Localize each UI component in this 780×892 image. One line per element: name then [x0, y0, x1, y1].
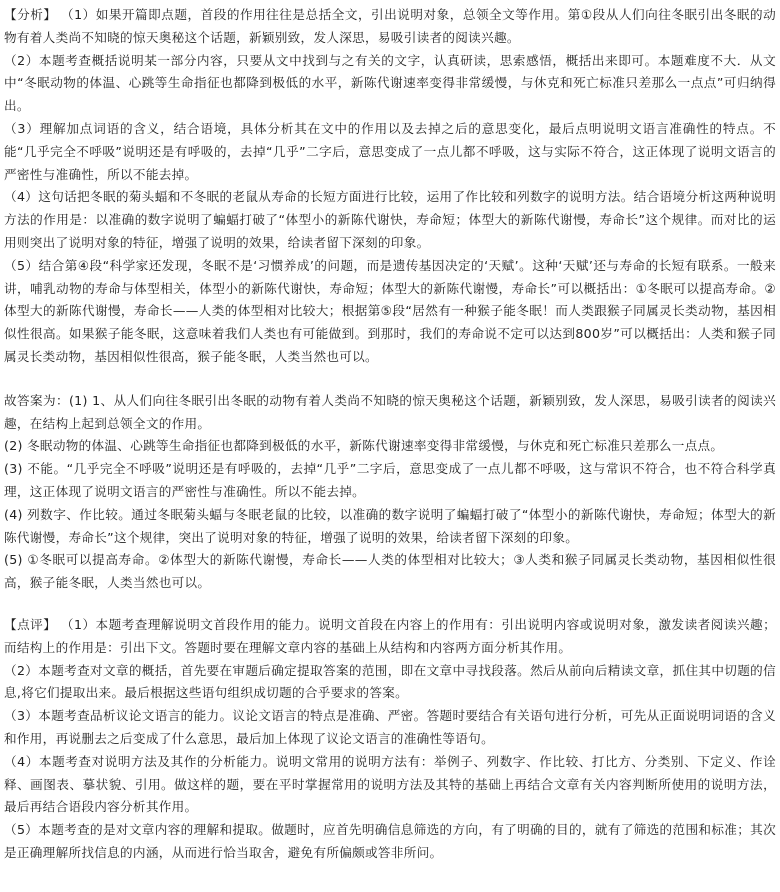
- commentary-paragraph-1: 【点评】 （1）本题考查理解说明文首段作用的能力。说明文首段在内容上的作用有：引出说明内容或说明对象，激发读者阅读兴趣；而结构上的作用是：引出下文。答题时要在理解文章内容的基础上从结构和内容两方面分析其作用。: [4, 616, 776, 655]
- answer-paragraph-1: 故答案为：(1) 1、从人们向往冬眠引出冬眠的动物有着人类尚不知晓的惊天奥秘这个话题，新颖别致，发人深思，易吸引读者的阅读兴趣，在结构上起到总领全文的作用。: [4, 392, 776, 431]
- commentary-paragraph-4: （4）本题考查对说明方法及其作的分析能力。说明文常用的说明方法有：举例子、列数字、作比较、打比方、分类别、下定义、作诠释、画图表、摹状貌、引用。做这样的题，要在平时掌握常用的说明方法及其特的基础上再结合文章有关内容判断所使用的说明方法，最后再结合语段内容分析其作用。: [4, 753, 776, 815]
- answer-paragraph-5: (5) ①冬眠可以提高寿命。②体型大的新陈代谢慢，寿命长——人类的体型相对比较大；③人类和猴子同属灵长类动物，基因相似性很高，猴子能冬眠，人类当然也可以。: [4, 552, 776, 591]
- analysis-paragraph-2: （2）本题考查概括说明某一部分内容，只要从文中找到与之有关的文字，认真研读，思索感悟，概括出来即可。本题难度不大．从文中“冬眠动物的体温、心跳等生命指征也都降到极低的水平，新陈代谢速率变得非常缓慢，与休克和死亡标准只差那么一点点”可归纳得出。: [4, 52, 776, 114]
- answer-paragraph-3: (3) 不能。“几乎完全不呼吸”说明还是有呼吸的，去掉“几乎”二字后，意思变成了一点儿都不呼吸，这与常识不符合，也不符合科学真理，这正体现了说明文语言的严密性与准确性。所以不能去掉。: [4, 461, 776, 499]
- analysis-paragraph-1: 【分析】 （1）如果开篇即点题，首段的作用往往是总括全文，引出说明对象，总领全文等作用。第①段从人们向往冬眠引出冬眠的动物有着人类尚不知晓的惊天奥秘这个话题，新颖别致，发人深思，易吸引读者的阅读兴趣。: [4, 7, 776, 45]
- analysis-paragraph-5: （5）结合第④段“科学家还发现，冬眠不是‘习惯养成’的问题，而是遗传基因决定的‘天赋’。这种‘天赋’还与寿命的长短有联系。一般来讲，哺乳动物的寿命与体型相关，体型小的新陈代谢快，寿命短；体型大的新陈代谢慢，寿命长”可以概括出：①冬眠可以提高寿命。②体型大的新陈代谢慢，寿命长——人类的体型相对比较大；根据第⑤段“居然有一种猴子能冬眠！而人类跟猴子同属灵长类动物，基因相似性很高。如果猴子能冬眠，这意味着我们人类也有可能做到。到那时，我们的寿命说不定可以达到800岁”可以概括出：人类和猴子同属灵长类动物，基因相似性很高，猴子能冬眠，人类当然也可以。: [4, 257, 776, 364]
- section-spacer: [4, 369, 776, 390]
- commentary-section: [4, 614, 776, 865]
- analysis-paragraph-3: （3）理解加点词语的含义，结合语境，具体分析其在文中的作用以及去掉之后的意思变化，最后点明说明文语言准确性的特点。不能“几乎完全不呼吸”说明还是有呼吸的，去掉“几乎”二字后，意思变成了一点儿都不呼吸，这与实际不符合，这正体现了说明文语言的严密性与准确性，所以不能去掉。: [4, 120, 776, 182]
- analysis-section: [4, 4, 776, 369]
- commentary-paragraph-2: （2）本题考查对文章的概括，首先要在审题后确定提取答案的范围，即在文章中寻找段落。然后从前向后精读文章，抓住其中切题的信息,将它们提取出来。最后根据这些语句组织成切题的合乎要求的答案。: [4, 662, 776, 701]
- commentary-paragraph-3: （3）本题考查品析议论文语言的能力。议论文语言的特点是准确、严密。答题时要结合有关语句进行分析，可先从正面说明词语的含义和作用，再说删去之后变成了什么意思，最后加上体现了议论文语言的准确性等语句。: [4, 708, 776, 746]
- analysis-paragraph-4: （4）这句话把冬眠的菊头蝠和不冬眠的老鼠从寿命的长短方面进行比较，运用了作比较和列数字的说明方法。结合语境分析这两种说明方法的作用是：以准确的数字说明了蝙蝠打破了“体型小的新陈代谢快，寿命短；体型大的新陈代谢慢，寿命长”这个规律。而对比的运用则突出了说明对象的特征，增强了说明的效果，给读者留下深刻的印象。: [4, 189, 776, 250]
- answer-paragraph-4: (4) 列数字、作比较。通过冬眠菊头蝠与冬眠老鼠的比较，以准确的数字说明了蝙蝠打破了“体型小的新陈代谢快，寿命短；体型大的新陈代谢慢，寿命长”这个规律，突出了说明对象的特征，增强了说明的效果，给读者留下深刻的印象。: [4, 506, 776, 545]
- answer-paragraph-2: (2) 冬眠动物的体温、心跳等生命指征也都降到极低的水平，新陈代谢速率变得非常缓慢，与休克和死亡标准只差那么一点点。: [4, 438, 724, 454]
- section-spacer: [4, 595, 776, 614]
- commentary-paragraph-5: （5）本题考查的是对文章内容的理解和提取。做题时，应首先明确信息筛选的方向，有了明确的目的，就有了筛选的范围和标准；其次是正确理解所找信息的内涵，从而进行恰当取舍，避免有所偏颇或答非所问。: [4, 822, 776, 860]
- answer-section: [4, 390, 776, 595]
